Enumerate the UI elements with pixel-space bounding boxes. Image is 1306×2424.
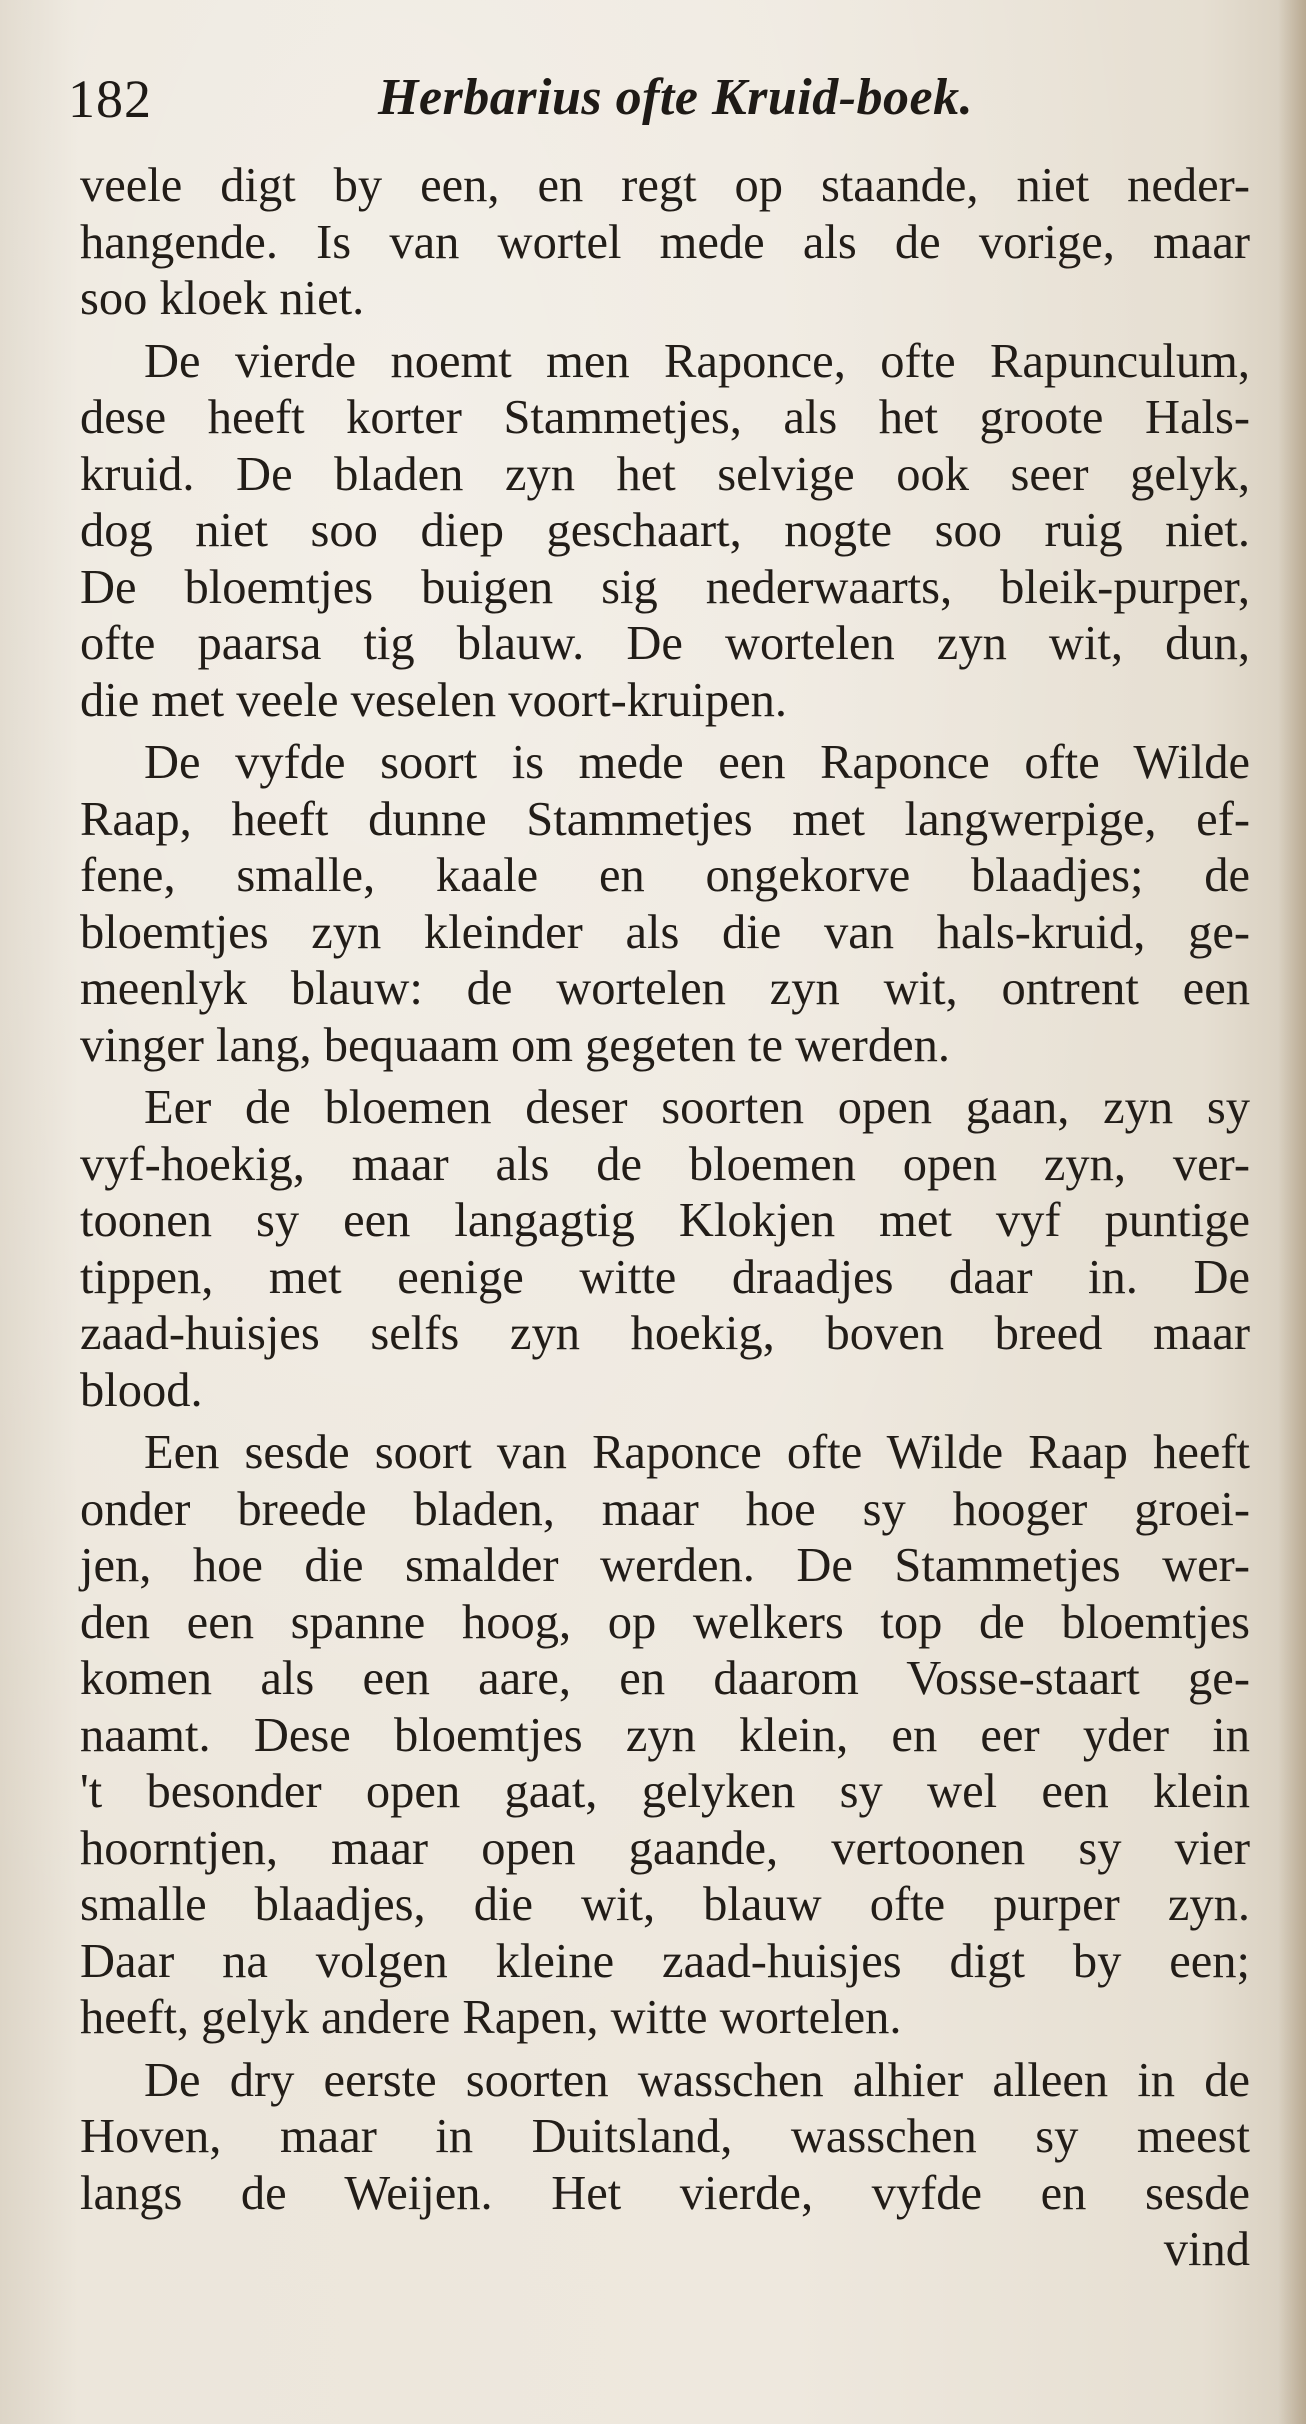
text-line: vinger lang, bequaam om gegeten te werden.	[80, 1018, 950, 1072]
text-line: blood.	[80, 1363, 203, 1417]
text-line: 't besonder open gaat, gelyken sy wel een klein	[80, 1765, 1250, 1818]
text-line: hoorntjen, maar open gaande, vertoonen sy vier	[80, 1821, 1250, 1875]
text-line: De vierde noemt men Raponce, ofte Rapunculum,	[144, 334, 1250, 388]
text-line: kruid. De bladen zyn het selvige ook seer gelyk,	[80, 447, 1250, 501]
text-line: veele digt by een, en regt op staande, niet neder-	[80, 159, 1250, 212]
text-line: komen als een aare, en daarom Vosse-staart ge-	[80, 1652, 1250, 1705]
text-line: toonen sy een langagtig Klokjen met vyf puntige	[80, 1194, 1250, 1247]
page-header	[68, 60, 1258, 140]
text-line: soo kloek niet.	[80, 272, 365, 325]
text-line: jen, hoe die smalder werden. De Stammetjes wer-	[80, 1539, 1250, 1592]
text-line: fene, smalle, kaale en ongekorve blaadjes; de	[80, 849, 1250, 902]
body-text	[80, 158, 1270, 2279]
text-line: Een sesde soort van Raponce ofte Wilde Raap heeft	[144, 1426, 1250, 1479]
text-line: Daar na volgen kleine zaad-huisjes digt by een;	[80, 1934, 1250, 1988]
text-line: smalle blaadjes, die wit, blauw ofte purper zyn.	[80, 1878, 1250, 1931]
text-line: langs de Weijen. Het vierde, vyfde en sesde	[80, 2166, 1250, 2220]
text-line: hangende. Is van wortel mede als de vorige, maar	[80, 215, 1250, 269]
text-line: tippen, met eenige witte draadjes daar in. De	[80, 1250, 1250, 1304]
page-gutter-shadow	[1278, 0, 1306, 2424]
text-line: De vyfde soort is mede een Raponce ofte Wilde	[144, 736, 1250, 789]
text-line: vyf-hoekig, maar als de bloemen open zyn, ver-	[80, 1137, 1250, 1191]
text-line: onder breede bladen, maar hoe sy hooger groei-	[80, 1482, 1250, 1536]
text-line: zaad-huisjes selfs zyn hoekig, boven breed maar	[80, 1307, 1250, 1360]
text-line: die met veele veselen voort-kruipen.	[80, 673, 788, 727]
text-line: dese heeft korter Stammetjes, als het groote Hals-	[80, 391, 1250, 444]
text-line: ofte paarsa tig blauw. De wortelen zyn wit, dun,	[80, 617, 1250, 670]
text-line: heeft, gelyk andere Rapen, witte wortelen.	[80, 1991, 902, 2044]
running-title: Herbarius ofte Kruid-boek.	[378, 69, 974, 126]
text-line: Hoven, maar in Duitsland, wasschen sy meest	[80, 2110, 1250, 2163]
text-line: meenlyk blauw: de wortelen zyn wit, ontrent een	[80, 962, 1250, 1015]
text-line: den een spanne hoog, op welkers top de bloemtjes	[80, 1595, 1250, 1649]
page-number: 182	[68, 69, 152, 129]
text-line: De dry eerste soorten wasschen alhier alleen in de	[144, 2053, 1250, 2107]
text-line: dog niet soo diep geschaart, nogte soo ruig niet.	[80, 504, 1250, 557]
text-line: bloemtjes zyn kleinder als die van hals-kruid, ge-	[80, 905, 1250, 959]
text-line: De bloemtjes buigen sig nederwaarts, bleik-purper,	[80, 560, 1250, 614]
catchword: vind	[1163, 2223, 1250, 2276]
text-line: naamt. Dese bloemtjes zyn klein, en eer yder in	[80, 1708, 1250, 1762]
text-line: Raap, heeft dunne Stammetjes met langwerpige, ef-	[80, 792, 1250, 846]
text-line: Eer de bloemen deser soorten open gaan, zyn sy	[144, 1081, 1250, 1134]
